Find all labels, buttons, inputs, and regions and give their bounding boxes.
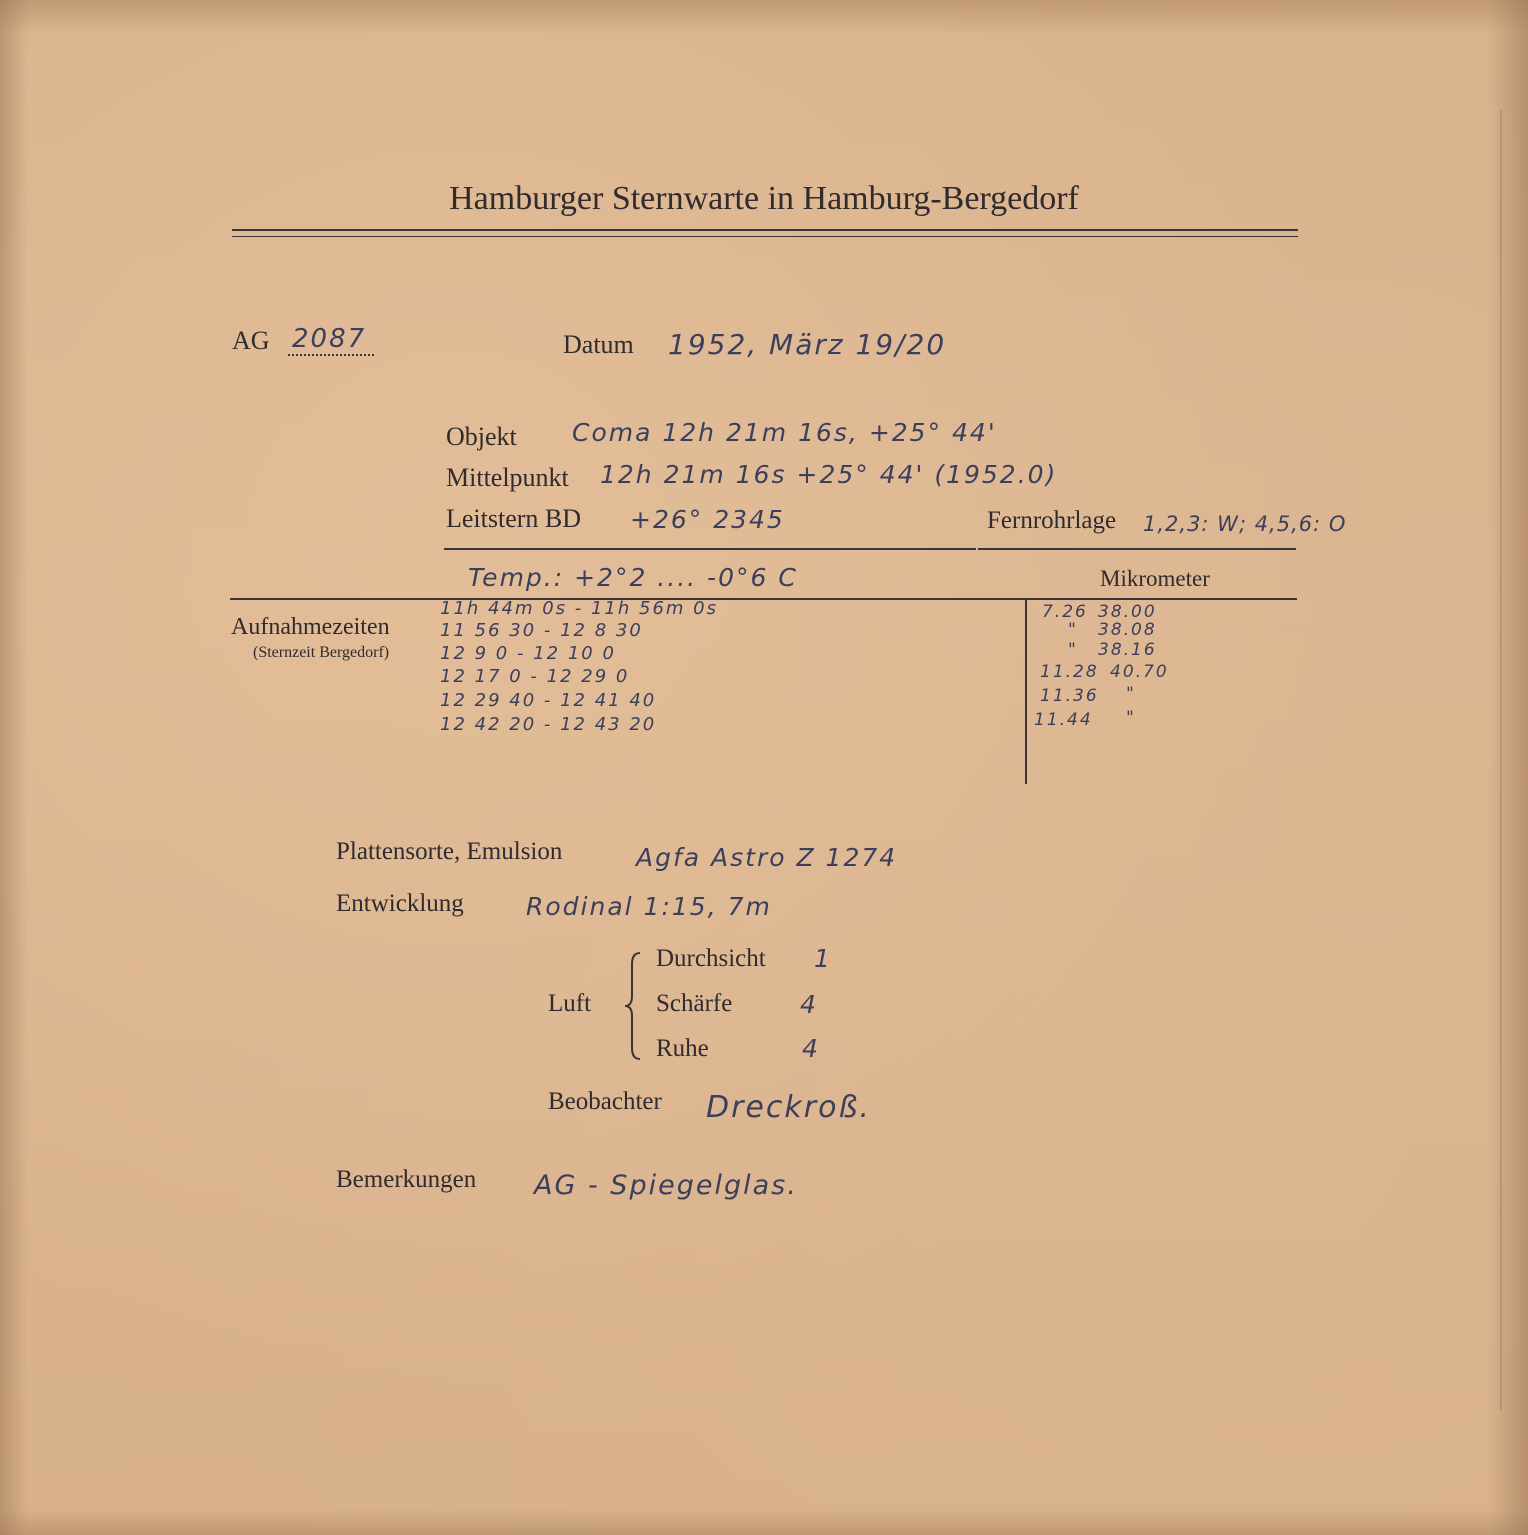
mikrometer-b: "	[1126, 684, 1136, 704]
paper-edge-top	[0, 0, 1528, 34]
mikrometer-a: "	[1068, 640, 1078, 660]
mittelpunkt-label: Mittelpunkt	[446, 463, 569, 492]
mikrometer-a: 11.36	[1040, 686, 1099, 706]
mittelpunkt-value: 12h 21m 16s +25° 44' (1952.0)	[600, 460, 1058, 489]
entwicklung-label: Entwicklung	[336, 890, 464, 917]
temperature-value: Temp.: +2°2 .... -0°6 C	[468, 563, 798, 592]
mikrometer-b: "	[1126, 708, 1136, 728]
header-rule-top	[232, 229, 1298, 231]
schaerfe-value: 4	[800, 990, 818, 1019]
bemerkungen-label: Bemerkungen	[336, 1166, 477, 1193]
mikrometer-a: 11.28	[1040, 662, 1099, 682]
mikrometer-b: 38.08	[1098, 620, 1157, 640]
objekt-label: Objekt	[446, 422, 517, 451]
fernrohrlage-value: 1,2,3: W; 4,5,6: O	[1143, 512, 1347, 536]
ag-value: 2087	[288, 324, 374, 356]
luft-brace	[622, 950, 644, 1062]
mikrometer-b: 38.00	[1098, 602, 1157, 622]
table-header-rule	[230, 598, 1297, 600]
object-rule-left	[444, 548, 976, 550]
paper-edge-bottom	[0, 1509, 1528, 1535]
aufnahmezeiten-label: Aufnahmezeiten	[231, 614, 390, 640]
exposure-row: 12 42 20 - 12 43 20	[440, 714, 657, 735]
luft-label: Luft	[548, 990, 592, 1017]
paper-edge-left	[0, 0, 28, 1535]
mikrometer-label: Mikrometer	[1100, 566, 1210, 591]
paper-fold	[1500, 110, 1502, 1410]
beobachter-value: Dreckroß.	[706, 1090, 871, 1125]
mikrometer-b: 38.16	[1098, 640, 1157, 660]
schaerfe-label: Schärfe	[656, 990, 733, 1017]
datum-value: 1952, März 19/20	[668, 328, 947, 361]
mikrometer-a: "	[1068, 620, 1078, 640]
exposure-row: 12 29 40 - 12 41 40	[440, 690, 657, 711]
mikrometer-a: 11.44	[1034, 710, 1093, 730]
exposure-row: 11 56 30 - 12 8 30	[440, 620, 643, 641]
exposure-row: 11h 44m 0s - 11h 56m 0s	[440, 598, 718, 619]
plattensorte-label: Plattensorte, Emulsion	[336, 838, 563, 865]
leitstern-label: Leitstern BD	[446, 504, 582, 533]
object-rule-right	[978, 548, 1296, 550]
ag-label: AG	[232, 326, 270, 355]
ruhe-value: 4	[802, 1034, 820, 1063]
aufnahmezeiten-sublabel: (Sternzeit Bergedorf)	[253, 644, 390, 661]
exposure-row: 12 9 0 - 12 10 0	[440, 643, 616, 664]
datum-label: Datum	[563, 330, 634, 359]
objekt-value: Coma 12h 21m 16s, +25° 44'	[572, 418, 997, 447]
fernrohrlage-label: Fernrohrlage	[987, 507, 1117, 534]
durchsicht-label: Durchsicht	[656, 945, 766, 972]
paper-edge-right	[1488, 0, 1528, 1535]
mikrometer-b: 40.70	[1110, 662, 1169, 682]
ruhe-label: Ruhe	[656, 1035, 709, 1062]
mikrometer-a: 7.26	[1042, 602, 1088, 622]
leitstern-value: +26° 2345	[630, 505, 785, 534]
header-rule-bottom	[232, 236, 1298, 237]
bemerkungen-value: AG - Spiegelglas.	[534, 1170, 798, 1201]
plattensorte-value: Agfa Astro Z 1274	[636, 843, 898, 872]
entwicklung-value: Rodinal 1:15, 7m	[526, 892, 772, 921]
mikrometer-divider	[1025, 600, 1027, 784]
header-title: Hamburger Sternwarte in Hamburg-Bergedorf	[449, 180, 1079, 217]
durchsicht-value: 1	[814, 944, 832, 973]
exposure-row: 12 17 0 - 12 29 0	[440, 666, 630, 687]
beobachter-label: Beobachter	[548, 1088, 662, 1115]
